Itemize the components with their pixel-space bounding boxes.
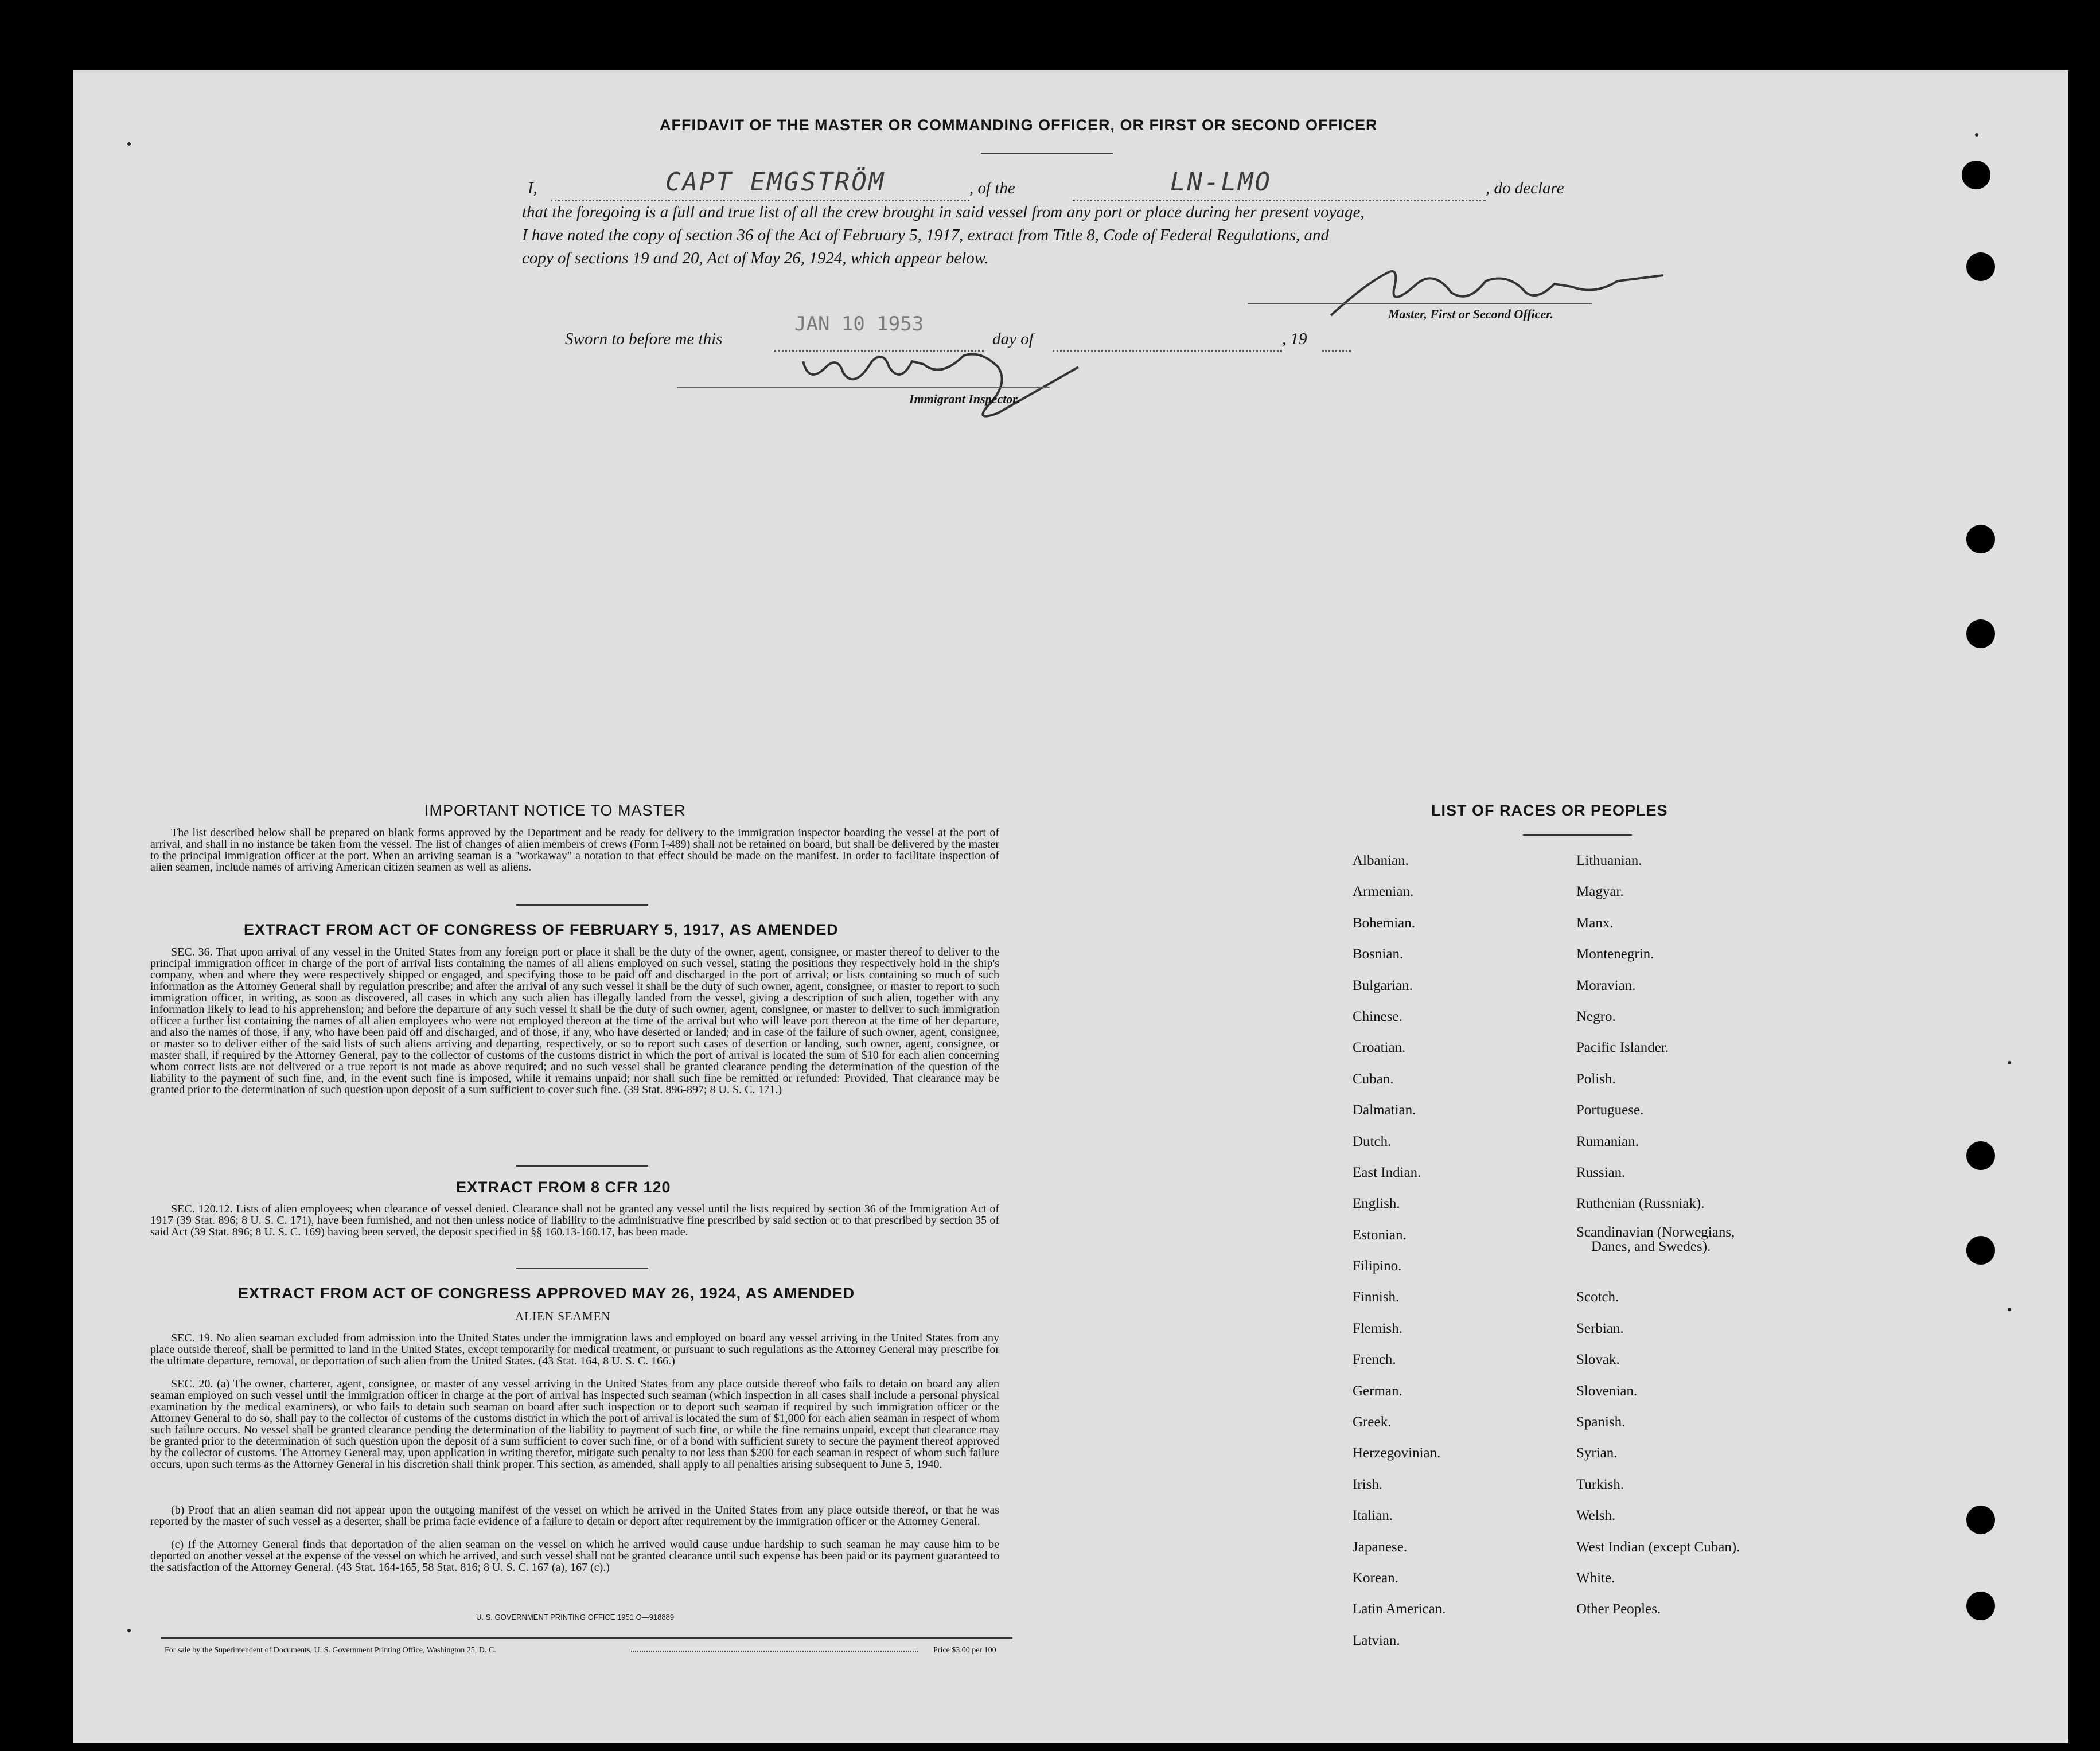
price-note: Price $3.00 per 100 [933,1646,996,1655]
race-item: Latvian. [1353,1632,1400,1648]
race-item: Ruthenian (Russniak). [1576,1196,1705,1212]
divider [516,904,648,906]
year-field [1322,349,1351,352]
punch-hole [1966,1506,1995,1534]
notice-heading: IMPORTANT NOTICE TO MASTER [424,802,686,819]
form-page [73,70,2068,1743]
affidavit-heading: AFFIDAVIT OF THE MASTER OR COMMANDING OFFICER, OR FIRST OR SECOND OFFICER [660,116,1378,134]
master-signature-line [1248,303,1592,304]
speck [127,1629,131,1632]
punch-hole [1966,619,1995,648]
race-item: Portuguese. [1576,1102,1644,1118]
race-item: Turkish. [1576,1476,1624,1492]
race-item: White. [1576,1570,1615,1586]
race-item: Danes, and Swedes). [1591,1238,1711,1254]
extract-1924-heading: EXTRACT FROM ACT OF CONGRESS APPROVED MAY 26, 1924, AS AMENDED [238,1285,855,1302]
race-item: Scandinavian (Norwegians, [1576,1224,1735,1240]
race-item: Moravian. [1576,977,1636,993]
race-item: French. [1353,1352,1396,1368]
race-item: Greek. [1353,1414,1392,1430]
sec20c-text: (c) If the Attorney General finds that deportation of the alien seaman on the vessel on which he arrived would cause undue hardship to such seaman he may cause him to be deported on another vessel at the expense of the vessel on which he arrived, and such vessel shall not be granted clearance until such expense has been paid or its payment guaranteed to the satisfaction of the Attorney General. (43 Stat. 164-165, 58 Stat. 816; 8 U. S. C. 167 (a), 167 (c).) [150,1538,999,1574]
i-label: I, [528,179,537,197]
race-item: Other Peoples. [1576,1601,1661,1617]
divider [981,153,1113,154]
declaration-line-1: that the foregoing is a full and true list of all the crew brought in said vessel from any port or place during her present voyage, [522,203,1365,221]
sec19-text: SEC. 19. No alien seaman excluded from admission into the United States under the immigration laws and employed on board any vessel arriving in the United States from any place outside thereof, shall be permitted to land in the United States, except temporarily for medical treatment, or pursuant to such regulations as the Attorney General may prescribe for the ultimate departure, removal, or deportation of such alien from the United States. (43 Stat. 164, 8 U. S. C. 166.) [150,1332,999,1367]
year-label: , 19 [1282,330,1307,348]
race-item: Albanian. [1353,853,1409,868]
race-item: Bulgarian. [1353,977,1413,993]
declaration-body [522,201,1612,270]
race-item: English. [1353,1196,1400,1212]
master-label: Master, First or Second Officer. [1388,307,1554,321]
extract-1917-text: SEC. 36. That upon arrival of any vessel in the United States from any foreign port or place it shall be the duty of the owner, agent, consignee, or master thereof to deliver to the principal immigration officer in charge of the port of arrival lists containing the names of all aliens employed on such vessel, stating the positions they respectively hold in the ship's company, when and where they were respectively shipped or engaged, and specifying those to be paid off and discharged in the port of arrival; or lists containing so much of such information as the Attorney General shall by regulation prescribe; and after the arrival of any such vessel it shall be the duty of such owner, agent, consignee, or master to report to such immigration officer, in writing, as soon as discovered, all cases in which any such alien has illegally landed from the vessel, giving a description of such alien, together with any information likely to lead to his apprehension; and before the departure of any such vessel it shall be the duty of such owner, agent, consignee, or master to deliver to such immigration officer a further list containing the names of all alien employees who were not employed thereon at the time of the arrival but who will leave port thereon at the time of her departure, and also the names of those, if any, who have been paid off and discharged, and of those, if any, who have deserted or landed; and in case of the failure of such owner, agent, consignee, or master so to deliver either of the said lists of such aliens arriving and departing, respectively, or so to report such cases of desertion or landing, such owner, agent, consignee, or master shall, if required by the Attorney General, pay to the collector of customs of the customs district in which the port of arrival is located the sum of $10 for each alien concerning whom correct lists are not delivered or a true report is not made as above required; and no such vessel shall be granted clearance pending the determination of the question of the liability to the payment of such fine, and, in the event such fine is imposed, while it remains unpaid; nor shall such fine be remitted or refunded: Provided, That clearance may be granted prior to the determination of such question upon deposit of a sum sufficient to cover such fine. (39 Stat. 896-897; 8 U. S. C. 171.) [150,946,999,1096]
sec20a-text: SEC. 20. (a) The owner, charterer, agent, consignee, or master of any vessel arriving in the United States from any place outside thereof who fails to detain on board any alien seaman employed on such vessel until the immigration officer in charge at the port of arrival has inspected such seaman (which inspection in all cases shall include a personal physical examination by the medical examiners), or who fails to detain such seaman on board after such inspection or to deport such seaman if required by such immigration officer or the Attorney General to do so, shall pay to the collector of customs of the customs district in which the port of arrival is located the sum of $1,000 for each alien seaman in respect of whom such failure occurs. No vessel shall be granted clearance pending the determination of the liability to payment of such fine, or while the fine remains unpaid, except that clearance may be granted prior to the determination of such question upon the deposit of a sum sufficient to cover such fine, or of a bond with sufficient surety to secure the payment thereof approved by the collector of customs. The Attorney General may, upon application in writing therefor, mitigate such penalty to not less than $200 for each seaman in respect of whom such failure occurs, upon such terms as the Attorney General in his discretion shall think proper. This section, as amended, shall apply to all penalties arising subsequent to June 5, 1940. [150,1378,999,1471]
for-sale-note: For sale by the Superintendent of Documents, U. S. Government Printing Office, Washington 25, D. C. [165,1646,496,1655]
race-item: Bohemian. [1353,915,1416,931]
declaration-line-3: copy of sections 19 and 20, Act of May 26, 1924, which appear below. [522,249,989,267]
speck [2008,1308,2011,1311]
race-item: German. [1353,1383,1402,1399]
race-item: Japanese. [1353,1539,1408,1555]
race-item: Estonian. [1353,1227,1407,1243]
race-item: Spanish. [1576,1414,1626,1430]
divider [1523,834,1632,836]
footer-leader [631,1644,918,1652]
race-item: Dalmatian. [1353,1102,1416,1118]
extract-cfr-text: SEC. 120.12. Lists of alien employees; when clearance of vessel denied. Clearance shall not be granted any vessel until the lists required by section 36 of the Immigration Act of 1917 (39 Stat. 896; 8 U. S. C. 171), have been furnished, and not then unless notice of liability to the administrative fine prescribed by said section or to that prescribed by section 35 of said Act (39 Stat. 896; 8 U. S. C. 169) having been served, the deposit specified in §§ 160.13-160.17, has been made. [150,1203,999,1238]
race-item: Finnish. [1353,1289,1400,1305]
race-item: Pacific Islander. [1576,1040,1669,1056]
race-item: Rumanian. [1576,1133,1639,1149]
printing-office-imprint: U. S. GOVERNMENT PRINTING OFFICE 1951 O—918889 [476,1613,675,1621]
race-item: Negro. [1576,1008,1616,1024]
races-left-column [1353,845,1446,1656]
do-declare-label: , do declare [1486,179,1564,197]
punch-hole [1962,161,1990,189]
race-item: Cuban. [1353,1071,1394,1087]
race-item: Korean. [1353,1570,1398,1586]
punch-hole [1966,252,1995,281]
race-item: Scotch. [1576,1289,1619,1305]
race-item: Chinese. [1353,1008,1402,1024]
declaration-line-2: I have noted the copy of section 36 of the Act of February 5, 1917, extract from Title 8, Code of Federal Regulations, and [522,226,1330,244]
races-right-column [1576,845,1740,1625]
extract-cfr-heading: EXTRACT FROM 8 CFR 120 [456,1179,671,1196]
race-item: Croatian. [1353,1040,1406,1056]
punch-hole [1966,1236,1995,1265]
race-item: Italian. [1353,1508,1393,1524]
race-item: Welsh. [1576,1508,1616,1524]
race-item: Dutch. [1353,1133,1392,1149]
race-item: Slovak. [1576,1352,1620,1368]
race-item: Serbian. [1576,1320,1624,1336]
punch-hole [1966,1592,1995,1620]
alien-seamen-subheading: ALIEN SEAMEN [515,1309,611,1323]
race-item: West Indian (except Cuban). [1576,1539,1740,1555]
inspector-label: Immigrant Inspector. [909,392,1020,406]
race-item: Russian. [1576,1164,1626,1180]
extract-1917-heading: EXTRACT FROM ACT OF CONGRESS OF FEBRUARY 5, 1917, AS AMENDED [244,921,839,938]
race-item: Herzegovinian. [1353,1445,1441,1461]
name-handwritten: CAPT EMGSTRÖM [665,167,886,197]
race-item: Lithuanian. [1576,853,1642,868]
sworn-label: Sworn to before me this [565,330,723,348]
race-item: Magyar. [1576,884,1624,900]
race-item: Slovenian. [1576,1383,1638,1399]
notice-text: The list described below shall be prepared on blank forms approved by the Department and be ready for delivery to the immigration inspector boarding the vessel at the port of arrival, and shall in no instance be taken from the vessel. The list of changes of alien members of crews (Form I-489) shall not be retained on board, but shall be delivered by the master to the principal immigration officer at the port. When an arriving seaman is a "workaway" a notation to that effect should be made on the manifest. In order to facilitate inspection of alien seamen, include names of arriving American citizen seamen as well as aliens. [150,826,999,873]
race-item: Armenian. [1353,884,1414,900]
race-item: Bosnian. [1353,946,1404,962]
speck [1975,133,1978,137]
sec20b-text: (b) Proof that an alien seaman did not appear upon the outgoing manifest of the vessel on which he arrived in the United States from any place outside thereof, or that he was reported by the master of such vessel as a deserter, shall be prima facie evidence of a failure to detain or deport after requirement by the immigration officer or the Attorney General. [150,1504,999,1528]
speck [127,142,131,146]
vessel-handwritten: LN-LMO [1170,167,1272,197]
race-item: Flemish. [1353,1320,1402,1336]
races-heading: LIST OF RACES OR PEOPLES [1431,802,1668,819]
race-item: Polish. [1576,1071,1616,1087]
punch-hole [1966,1141,1995,1170]
of-the-label: , of the [969,179,1015,197]
divider [516,1268,648,1269]
speck [2008,1061,2011,1064]
inspector-signature-line [677,387,1050,388]
race-item: Irish. [1353,1476,1383,1492]
race-item: Syrian. [1576,1445,1618,1461]
race-item: Filipino. [1353,1258,1402,1274]
race-item: Montenegrin. [1576,946,1654,962]
race-item: East Indian. [1353,1164,1421,1180]
divider [516,1165,648,1167]
punch-hole [1966,525,1995,553]
race-item: Manx. [1576,915,1614,931]
race-item: Latin American. [1353,1601,1446,1617]
sworn-stamp: JAN 10 1953 [794,313,924,336]
day-of-label: day of [992,330,1034,348]
footer-rule [161,1637,1012,1639]
